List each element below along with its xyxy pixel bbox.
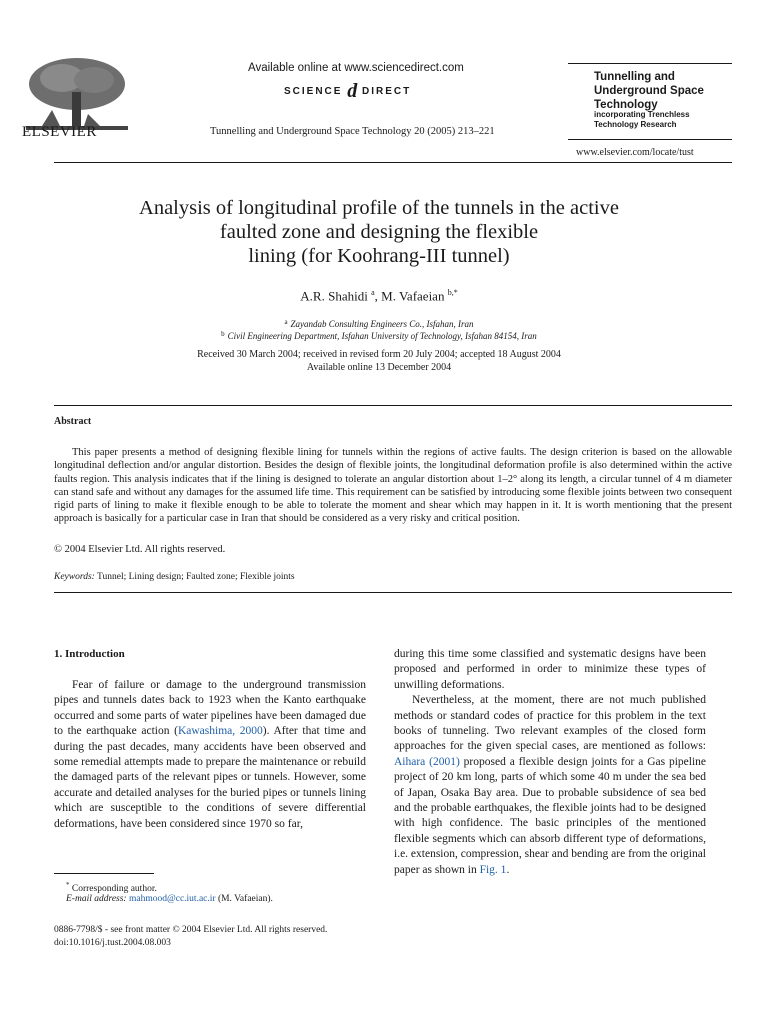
body-text: proposed a flexible design joints for a Gas pipeline project of 20 km long, parts of which some 40 m under the sea bed of Japan, Osaka Bay area. Due to probable subsidence of sea bed and the probable earthquakes, the flexible joints had to be designed with high confidence. The basic principles of the mentioned flexible segments which can absorb different type of deformations, i.e. extension, compression, shear and bending are from the original paper as shown in	[394, 755, 707, 876]
email-note	[66, 894, 273, 904]
title-line: Analysis of longitudinal profile of the tunnels in the active	[139, 197, 619, 219]
abstract-body	[54, 446, 732, 526]
affil-sup: a	[284, 318, 288, 326]
affiliation-b	[54, 330, 704, 341]
keywords-label: Keywords:	[54, 572, 95, 582]
journal-box-rule-top	[568, 63, 732, 64]
publisher-name: ELSEVIER	[22, 124, 97, 140]
abstract-heading: Abstract	[54, 416, 92, 427]
keywords-bottom-rule	[54, 592, 732, 593]
affil-text: Civil Engineering Department, Isfahan University of Technology, Isfahan 84154, Iran	[227, 331, 537, 341]
front-matter-note: 0886-7798/$ - see front matter © 2004 Elsevier Ltd. All rights reserved.	[54, 925, 328, 935]
sd-at-icon: d	[347, 80, 358, 102]
author-name[interactable]: A.R. Shahidi	[300, 288, 368, 304]
right-column	[394, 647, 706, 878]
body-text: Fear of failure or damage to the underground transmission pipes and tunnels dates back to 1923 when the Kanto earthquake occurred and some parts of water pipelines have been damaged due to the earthquake action (	[54, 679, 366, 738]
author-list	[54, 288, 704, 304]
journal-citation: Tunnelling and Underground Space Technology 20 (2005) 213–221	[210, 126, 495, 137]
sd-left-text: SCIENCE	[284, 86, 343, 97]
keywords	[54, 572, 295, 582]
received-dates: Received 30 March 2004; received in revised form 20 July 2004; accepted 18 August 2004	[197, 349, 561, 360]
author-affil-sup: a	[371, 288, 375, 297]
abstract-copyright: © 2004 Elsevier Ltd. All rights reserved.	[54, 544, 226, 555]
journal-box-rule-bottom	[568, 139, 732, 140]
abstract-top-rule	[54, 405, 732, 406]
footnote-mark: *	[66, 881, 70, 889]
body-paragraph: during this time some classified and systematic designs have been proposed and performed in order to minimize these types of unwilling deformations.	[394, 648, 706, 691]
email-owner: (M. Vafaeian).	[217, 894, 273, 904]
journal-subtitle: incorporating Trenchless Technology Research	[594, 110, 690, 129]
available-online-date: Available online 13 December 2004	[306, 362, 452, 373]
title-line: faulted zone and designing the flexible	[219, 221, 539, 243]
journal-title: Tunnelling and Underground Space Technology	[594, 71, 704, 111]
doi[interactable]: doi:10.1016/j.tust.2004.08.003	[54, 938, 171, 948]
affil-sup: b	[221, 330, 225, 338]
sciencedirect-logo	[284, 80, 411, 103]
footnote-rule	[54, 873, 154, 874]
email-link[interactable]: mahmood@cc.iut.ac.ir	[128, 894, 216, 904]
body-paragraph	[394, 693, 706, 878]
figure-link[interactable]: Fig. 1	[479, 863, 507, 876]
header-divider	[54, 162, 732, 163]
body-text: .	[506, 863, 510, 876]
citation-link[interactable]: Aihara (2001)	[394, 755, 460, 768]
journal-url[interactable]: www.elsevier.com/locate/tust	[576, 147, 694, 158]
article-title	[54, 196, 704, 268]
section-heading: 1. Introduction	[54, 648, 125, 660]
body-text: Nevertheless, at the moment, there are not much published methods or standard codes of practice for this problem in the text books of tunneling. Two relevant examples of the closed form approaches for the given special cases, are mentioned as follows:	[394, 694, 706, 753]
citation-link[interactable]: Kawashima, 2000	[177, 725, 263, 738]
author-separator: ,	[374, 288, 382, 304]
author-affil-sup: b,*	[447, 288, 458, 297]
body-paragraph	[54, 678, 366, 832]
corresponding-author-note	[66, 881, 157, 894]
title-line: lining (for Koohrang-III tunnel)	[248, 245, 510, 267]
sd-right-text: DIRECT	[362, 86, 412, 97]
footnote-text: Corresponding author.	[71, 884, 157, 895]
body-text: ). After that time and during the past decades, many accidents have been observed and some remedial attempts made to prepare the maintenance or rebuild the damaged parts of the relevant pipes or tunnels. However, some accurate and detailed analyses for the buried pipes or tunnels lining which are susceptible to the conditions of severe differential deformations, have been considered since 1970 so far,	[54, 725, 366, 830]
available-online-banner[interactable]: Available online at www.sciencedirect.com	[248, 62, 464, 74]
affiliation-a	[54, 318, 704, 329]
abstract-paragraph: This paper presents a method of designing flexible lining for tunnels within the regions of active faults. The design criterion is based on the allowable longitudinal deflection and/or angular distortion. Besides the design of flexible joints, the longitudinal deformation profile is also determined within the active faults region. This analysis indicates that if the lining is designed to tolerate an angular distortion about 1–2° along its length, a circular tunnel of 4 m diameter can stand safe and without any damages for the assumed life time. This requirement can be satisfied by introducing some flexible joints between two consequent rigid parts of lining to make it flexible enough to be able to tolerate the moment and shear which may happen in it. It is worth mentioning that the present approach is basically for a particular case in Iran that should be considered as a very risky and critical position.	[54, 447, 732, 525]
left-column	[54, 678, 366, 832]
affil-text: Zayandab Consulting Engineers Co., Isfahan, Iran	[290, 319, 474, 329]
author-name[interactable]: M. Vafaeian	[381, 288, 445, 304]
keywords-list: Tunnel; Lining design; Faulted zone; Flexible joints	[97, 572, 295, 582]
email-label: E-mail address:	[66, 894, 127, 904]
